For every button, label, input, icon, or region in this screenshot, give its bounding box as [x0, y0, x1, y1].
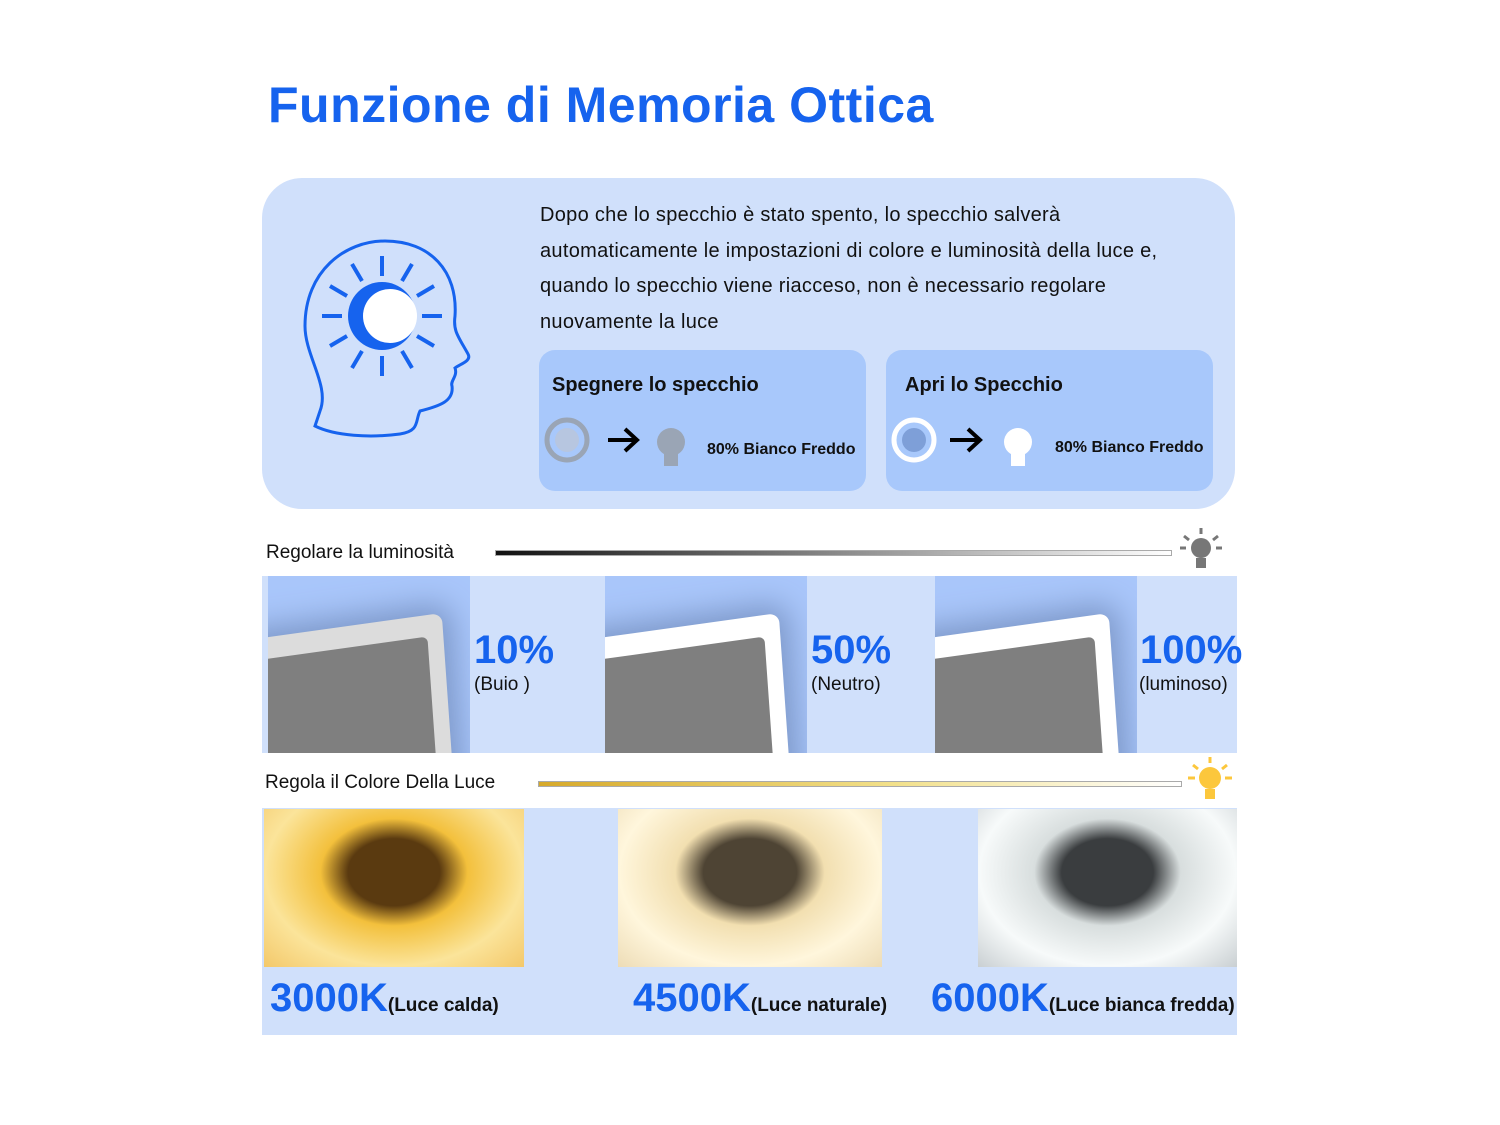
brightness-desc: (luminoso)	[1139, 674, 1228, 695]
brightness-gradient-bar	[495, 550, 1172, 556]
head-sun-moon-icon	[300, 236, 475, 441]
mirror-50	[605, 576, 807, 753]
led-photo-6000k	[978, 809, 1237, 967]
bulb-yellow-icon	[1188, 757, 1232, 803]
temp-4500k: 4500K(Luce naturale)	[633, 976, 888, 1020]
card-setting: 80% Bianco Freddo	[707, 441, 856, 458]
led-photo-4500k	[618, 809, 882, 967]
card-title: Apri lo Specchio	[905, 374, 1063, 396]
power-on-to-bulb-icon	[890, 416, 1050, 472]
brightness-desc: (Neutro)	[811, 674, 881, 695]
bulb-gray-icon	[1180, 528, 1222, 572]
page-title: Funzione di Memoria Ottica	[268, 77, 934, 133]
power-off-to-bulb-icon	[543, 416, 693, 472]
card-setting: 80% Bianco Freddo	[1055, 439, 1204, 456]
brightness-value: 100%	[1140, 628, 1243, 672]
color-label: Regola il Colore Della Luce	[265, 772, 496, 793]
brightness-value: 50%	[811, 628, 892, 672]
memory-description: Dopo che lo specchio è stato spento, lo specchio salverà automaticamente le impostazioni di colore e luminosità della luce e, quando lo specchio viene riacceso, non è necessario regolare nuovamente la luce	[540, 204, 1158, 333]
brightness-label: Regolare la luminosità	[266, 542, 454, 563]
brightness-50	[807, 576, 935, 753]
color-gradient-bar	[538, 781, 1182, 787]
brightness-10	[470, 576, 605, 753]
brightness-value: 10%	[474, 628, 555, 672]
mirror-10	[268, 576, 470, 753]
brightness-100	[1137, 576, 1243, 753]
mirror-100	[935, 576, 1137, 753]
card-title: Spegnere lo specchio	[552, 374, 759, 396]
card-on	[886, 350, 1213, 491]
brightness-desc: (Buio )	[474, 674, 530, 695]
led-photo-3000k	[264, 809, 524, 967]
card-off	[539, 350, 866, 491]
temp-6000k: 6000K(Luce bianca fredda)	[931, 976, 1235, 1020]
temp-3000k: 3000K(Luce calda)	[270, 976, 499, 1020]
